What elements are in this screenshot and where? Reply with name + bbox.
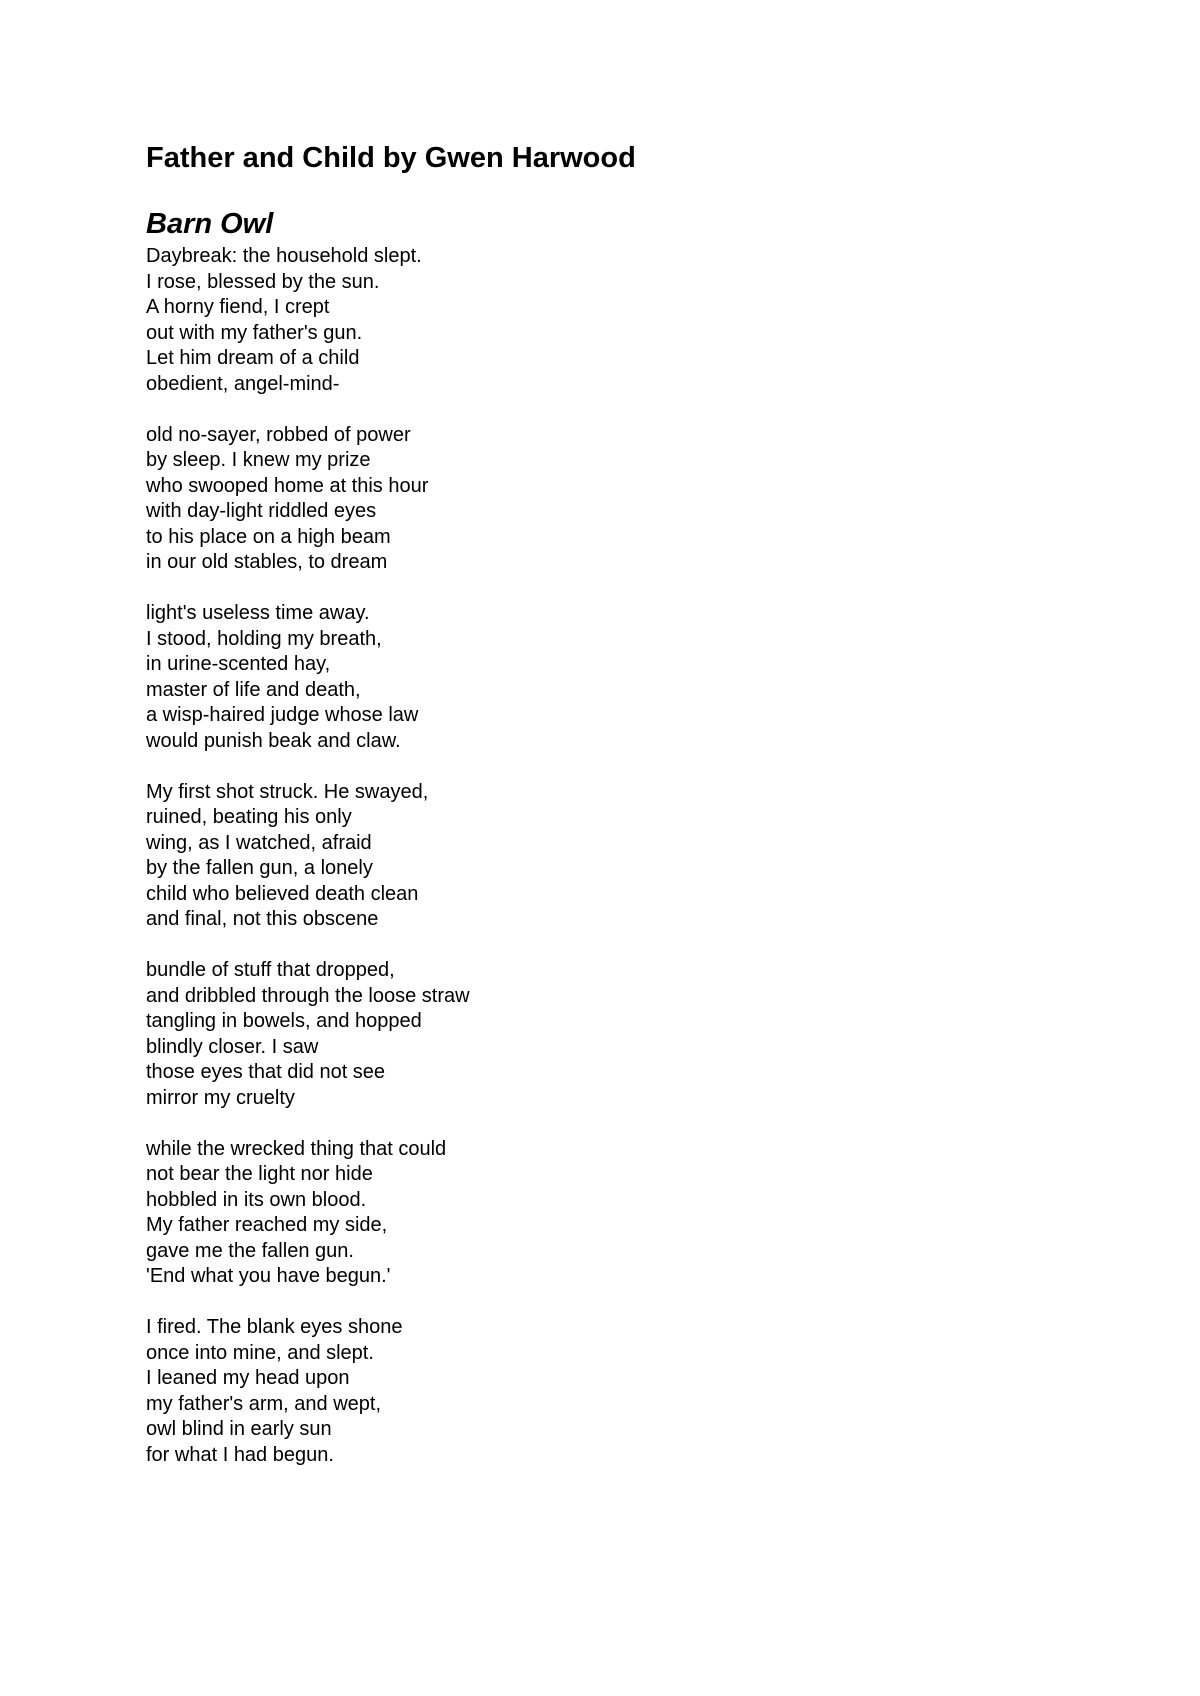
poem-line: gave me the fallen gun. xyxy=(146,1239,354,1262)
poem-line: out with my father's gun. xyxy=(146,321,363,344)
poem-line: light's useless time away. xyxy=(146,602,370,624)
poem-line: mirror my cruelty xyxy=(146,1086,295,1109)
poem-line: by the fallen gun, a lonely xyxy=(146,857,373,879)
poem-line: once into mine, and slept. xyxy=(146,1341,374,1364)
poem-line: I fired. The blank eyes shone xyxy=(146,1316,403,1338)
poem-line: owl blind in early sun xyxy=(146,1418,332,1440)
poem-line: A horny fiend, I crept xyxy=(146,296,330,318)
poem-line: hobbled in its own blood. xyxy=(146,1188,367,1211)
poem-line: and dribbled through the loose straw xyxy=(146,984,470,1007)
stanza-4 xyxy=(146,780,1106,933)
poem-line: My father reached my side, xyxy=(146,1214,388,1236)
poem-line: child who believed death clean xyxy=(146,882,419,905)
poem-line: I rose, blessed by the sun. xyxy=(146,270,380,293)
poem-line: who swooped home at this hour xyxy=(146,474,429,497)
stanza-5 xyxy=(146,958,1106,1111)
poem-line: to his place on a high beam xyxy=(146,525,391,548)
poem-line: wing, as I watched, afraid xyxy=(146,831,372,854)
poem-line: a wisp-haired judge whose law xyxy=(146,704,419,726)
poem-body xyxy=(146,244,1106,1468)
stanza-7 xyxy=(146,1315,1106,1468)
poem-line: those eyes that did not see xyxy=(146,1061,386,1083)
poem-line: My first shot struck. He swayed, xyxy=(146,780,429,803)
poem-line: bundle of stuff that dropped, xyxy=(146,959,395,981)
poem-line: not bear the light nor hide xyxy=(146,1163,373,1185)
stanza-2 xyxy=(146,423,1106,576)
poem-line: in our old stables, to dream xyxy=(146,551,388,573)
poem-line: with day-light riddled eyes xyxy=(146,500,377,522)
stanza-1 xyxy=(146,244,1106,397)
poem-title: Barn Owl xyxy=(146,208,274,240)
poem-line: Daybreak: the household slept. xyxy=(146,245,422,267)
poem-line: Let him dream of a child xyxy=(146,347,360,369)
poem-line: for what I had begun. xyxy=(146,1443,334,1466)
document-page xyxy=(146,138,1106,1494)
stanza-3 xyxy=(146,601,1106,754)
poem-line: old no-sayer, robbed of power xyxy=(146,423,411,446)
poem-line: I stood, holding my breath, xyxy=(146,627,382,650)
poem-line: and final, not this obscene xyxy=(146,908,379,930)
poem-line: while the wrecked thing that could xyxy=(146,1137,447,1160)
poem-line: master of life and death, xyxy=(146,678,361,701)
poem-line: obedient, angel-mind- xyxy=(146,372,340,395)
poem-line: 'End what you have begun.' xyxy=(146,1265,391,1287)
poem-line: would punish beak and claw. xyxy=(146,729,401,752)
poem-line: blindly closer. I saw xyxy=(146,1035,319,1058)
poem-line: my father's arm, and wept, xyxy=(146,1392,382,1415)
poem-line: I leaned my head upon xyxy=(146,1367,350,1389)
poem-line: tangling in bowels, and hopped xyxy=(146,1010,422,1032)
poem-line: ruined, beating his only xyxy=(146,806,352,828)
document-title: Father and Child by Gwen Harwood xyxy=(146,142,636,174)
poem-line: by sleep. I knew my prize xyxy=(146,449,371,471)
stanza-6 xyxy=(146,1137,1106,1290)
poem-line: in urine-scented hay, xyxy=(146,653,331,675)
